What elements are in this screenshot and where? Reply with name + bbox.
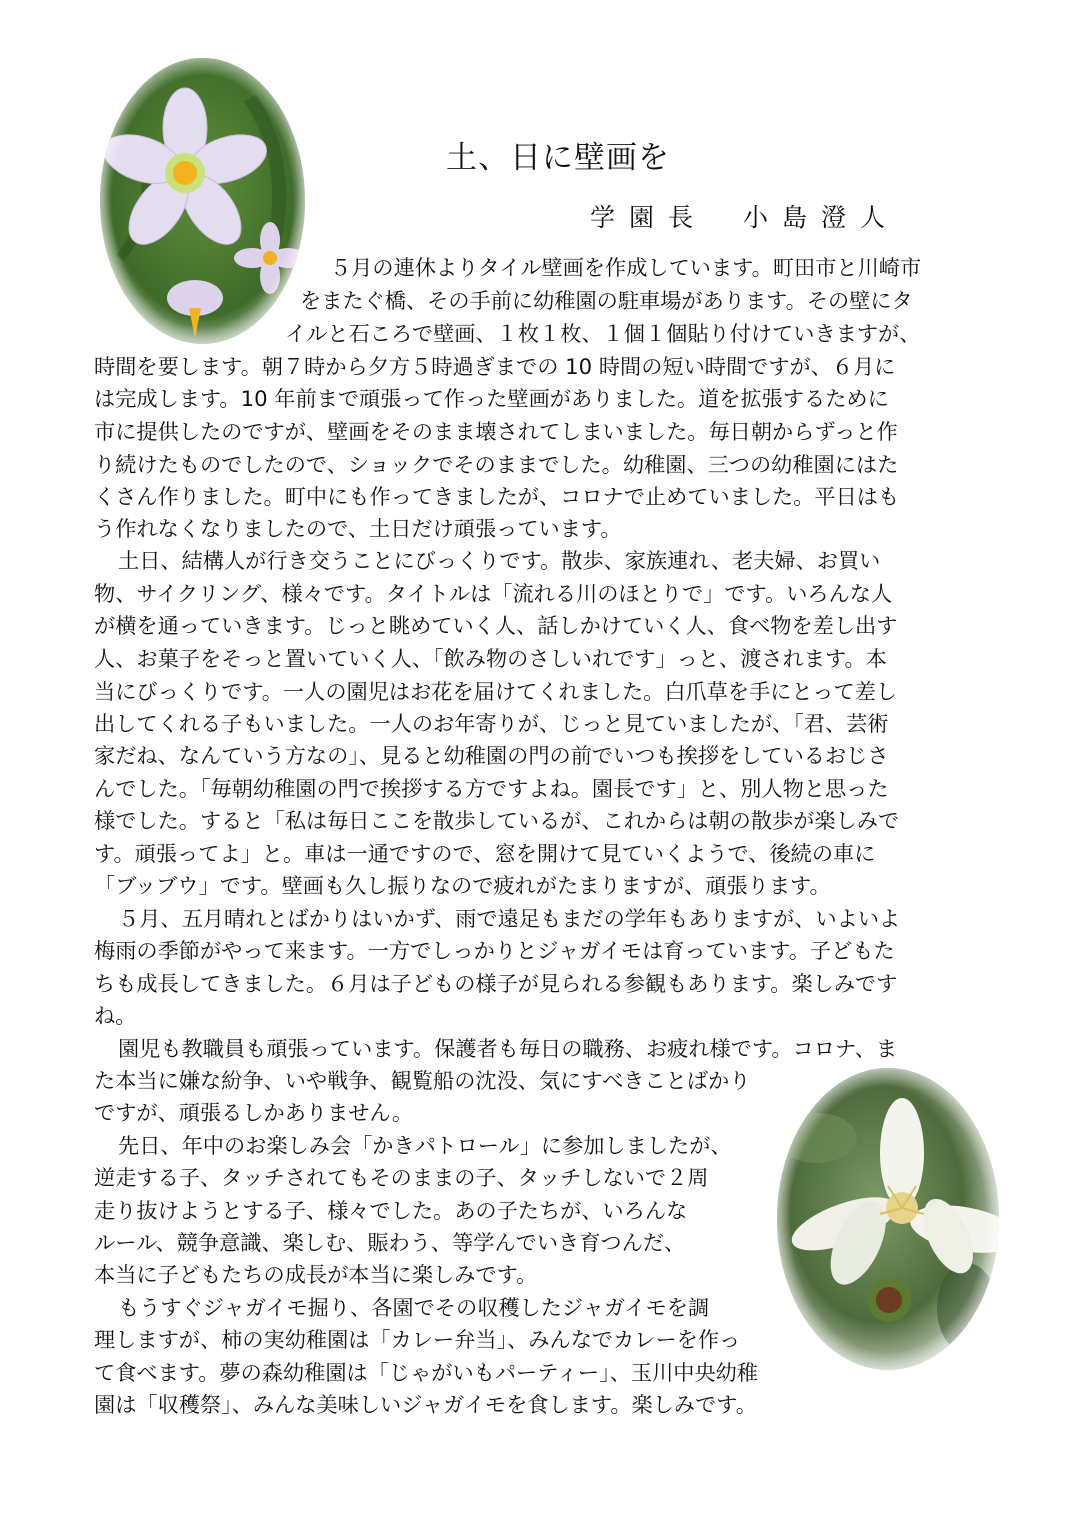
author-role: 学園長	[590, 203, 708, 232]
body-line: 出してくれる子もいました。一人のお年寄りが、じっと見ていましたが、「君、芸術	[94, 711, 889, 736]
body-line: もうすぐジャガイモ掘り、各園でその収穫したジャガイモを調	[118, 1295, 710, 1320]
body-line: 梅雨の季節がやって来ます。一方でしっかりとジャガイモは育っています。子どもた	[94, 938, 895, 963]
body-line: ５月、五月晴れとばかりはいかず、雨で遠足もまだの学年もありますが、いよいよ	[118, 906, 901, 931]
body-line: くさん作りました。町中にも作ってきましたが、コロナで止めていました。平日はも	[94, 484, 900, 509]
body-line: ちも成長してきました。６月は子どもの様子が見られる参観もあります。楽しみです	[94, 971, 898, 996]
body-line: す。頑張ってよ」と。車は一通ですので、窓を開けて見ていくようで、後続の車に	[94, 841, 876, 866]
body-line: 理しますが、柿の実幼稚園は「カレー弁当」、みんなでカレーを作っ	[94, 1327, 741, 1352]
body-line: 当にびっくりです。一人の園児はお花を届けてくれました。白爪草を手にとって差し	[94, 679, 898, 704]
white-citrus-flower-photo	[777, 1068, 999, 1370]
body-line: た本当に嫌な紛争、いや戦争、観覧船の沈没、気にすべきことばかり	[94, 1068, 751, 1093]
body-line: ５月の連休よりタイル壁画を作成しています。町田市と川崎市	[330, 255, 922, 280]
body-line: 土日、結構人が行き交うことにびっくりです。散歩、家族連れ、老夫婦、お買い	[118, 548, 881, 573]
body-line: 先日、年中のお楽しみ会「かきパトロール」に参加しましたが、	[118, 1133, 732, 1158]
body-line: んでした。「毎朝幼稚園の門で挨拶する方ですよね。園長です」と、別人物と思った	[94, 776, 889, 801]
body-line: 物、サイクリング、様々です。タイトルは「流れる川のほとりで」です。いろんな人	[94, 581, 893, 606]
body-line: ですが、頑張るしかありません。	[94, 1100, 414, 1125]
body-line: ルール、競争意識、楽しむ、賑わう、等学んでいき育つんだ、	[94, 1230, 686, 1255]
body-line: イルと石ころで壁画、１枚１枚、１個１個貼り付けていきますが、	[285, 321, 921, 346]
body-line: 家だね、なんていう方なの」、見ると幼稚園の門の前でいつも挨拶をしているおじさ	[94, 743, 889, 768]
body-line: ね。	[94, 1003, 137, 1028]
body-line: 市に提供したのですが、壁画をそのまま壊されてしまいました。毎日朝からずっと作	[94, 419, 898, 444]
body-line: り続けたものでしたので、ショックでそのままでした。幼稚園、三つの幼稚園にはた	[94, 452, 899, 477]
body-line: が横を通っていきます。じっと眺めていく人、話しかけていく人、食べ物を差し出す	[94, 613, 898, 638]
body-line: 園児も教職員も頑張っています。保護者も毎日の職務、お疲れ様です。コロナ、ま	[118, 1036, 898, 1061]
author-byline	[590, 198, 899, 234]
potato-flower-photo	[100, 58, 305, 344]
body-line: 人、お菓子をそっと置いていく人、「飲み物のさしいれです」っと、渡されます。本	[94, 646, 887, 671]
body-line: 逆走する子、タッチされてもそのままの子、タッチしないで２周	[94, 1165, 709, 1190]
body-line: は完成します。10 年前まで頑張って作った壁画がありました。道を拡張するために	[94, 386, 889, 411]
body-line: 園は「収穫祭」、みんな美味しいジャガイモを食します。楽しみです。	[94, 1392, 757, 1417]
body-line: う作れなくなりましたので、土日だけ頑張っています。	[94, 516, 622, 541]
body-line: をまたぐ橋、その手前に幼稚園の駐車場があります。その壁にタ	[300, 288, 913, 313]
author-name: 小島澄人	[743, 203, 900, 232]
body-line: 時間を要します。朝７時から夕方５時過ぎまでの 10 時間の短い時間ですが、６月に	[94, 354, 896, 379]
body-line: 様でした。すると「私は毎日ここを散歩しているが、これからは朝の散歩が楽しみで	[94, 808, 900, 833]
body-line: て食べます。夢の森幼稚園は「じゃがいもパーティー」、玉川中央幼稚	[94, 1360, 759, 1385]
body-line: 走り抜けようとする子、様々でした。あの子たちが、いろんな	[94, 1198, 688, 1223]
body-line: 本当に子どもたちの成長が本当に楽しみです。	[94, 1262, 538, 1287]
body-line: 「ブッブウ」です。壁画も久し振りなので疲れがたまりますが、頑張ります。	[94, 873, 831, 898]
page-title: 土、日に壁画を	[446, 140, 670, 176]
